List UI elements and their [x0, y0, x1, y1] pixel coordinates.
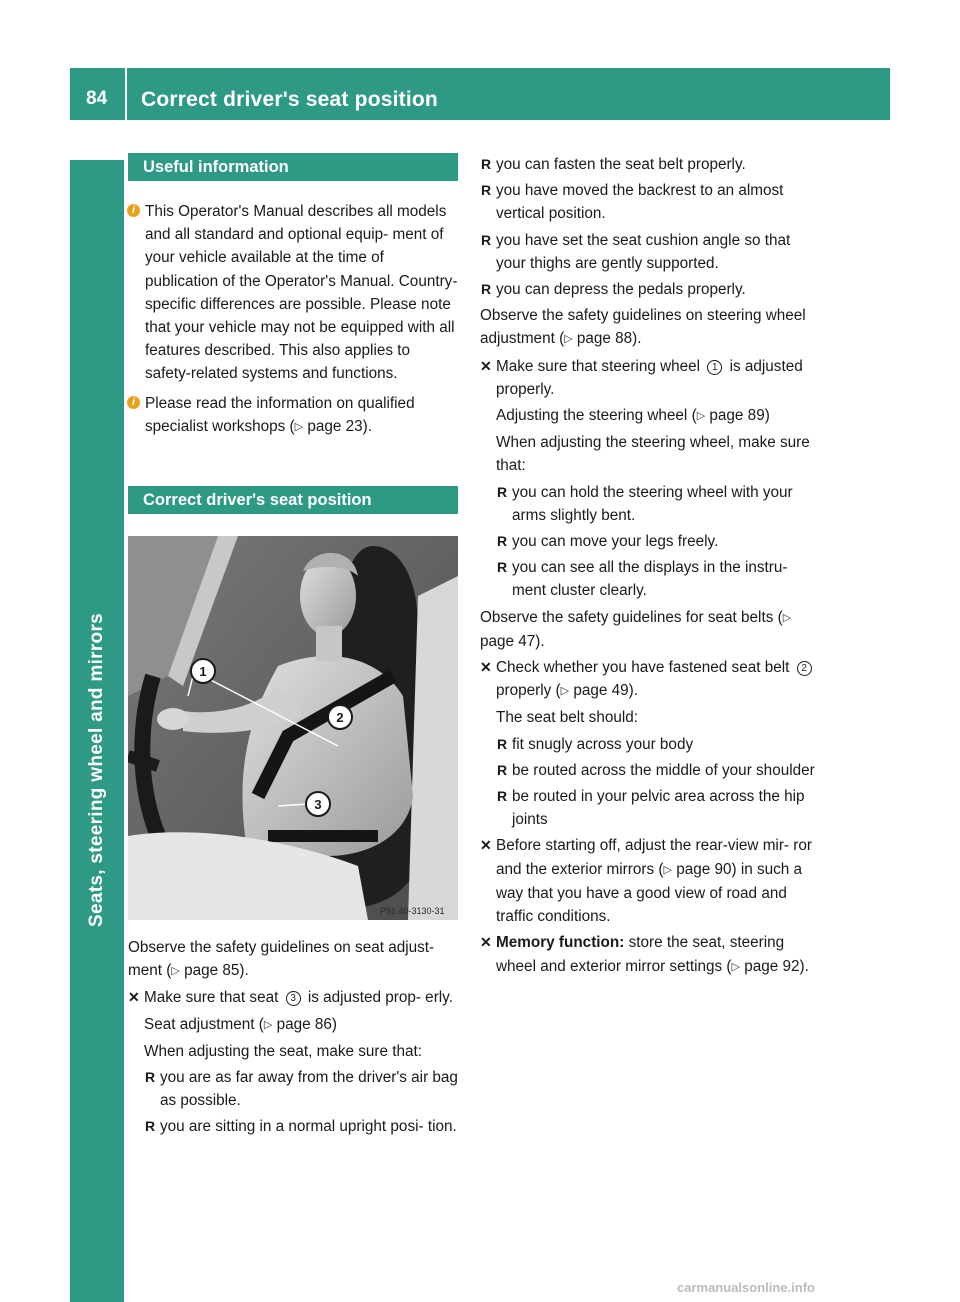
page-ref-link[interactable]: page 85). [184, 962, 249, 980]
page-ref-link[interactable]: page 92). [744, 957, 809, 975]
observe-seat-paragraph: Observe the safety guidelines on seat adjust- ment (▷ page 85). [128, 939, 435, 980]
seat-position-illustration [128, 536, 458, 920]
driver-seat-drawing [128, 536, 458, 920]
page-ref-arrow-icon: ▷ [782, 611, 792, 624]
bullet-icon: R [481, 182, 492, 199]
bullet-icon: R [481, 231, 492, 248]
step-steering: ✕ Make sure that steering wheel 1 is adjusted properly. [480, 355, 816, 401]
callout-1 [191, 659, 215, 683]
page-ref-link[interactable]: page 47). [480, 632, 545, 650]
bullet-item: R you can move your legs freely. [480, 530, 816, 553]
page-ref-link[interactable]: page 88). [576, 330, 642, 348]
step-seat: ✕ Make sure that seat 3 is adjusted prop- erly. [128, 986, 462, 1009]
bullet-icon: R [481, 156, 492, 172]
header-divider [125, 68, 127, 120]
bullet-item: R you have set the seat cushion angle so that your thighs are gently supported. [480, 229, 816, 275]
step-arrow-icon: ✕ [480, 659, 492, 676]
bullet-item: R be routed across the middle of your shoulder [480, 759, 816, 782]
svg-text:1: 1 [199, 664, 207, 679]
bullet-icon: R [497, 559, 508, 576]
page-ref-link[interactable]: page 89) [709, 407, 770, 425]
when-adjusting-seat: When adjusting the seat, make sure that: [144, 1042, 423, 1060]
page-ref-arrow-icon: ▷ [560, 685, 570, 698]
step-arrow-icon: ✕ [128, 989, 140, 1006]
page-ref-link[interactable]: page 86) [276, 1015, 337, 1033]
page-number: 84 [86, 88, 108, 109]
seat-adjustment-ref: Seat adjustment (▷ page 86) [144, 1015, 337, 1033]
page-ref-arrow-icon: ▷ [663, 863, 672, 876]
page-ref-arrow-icon: ▷ [696, 410, 706, 423]
page-ref-arrow-icon: ▷ [171, 965, 180, 978]
step-mirrors: ✕ Before starting off, adjust the rear-view mir- ror and the exterior mirrors (▷ page 90) in such a way that you have a good view of road and traffic conditions. [480, 834, 816, 928]
page-ref-arrow-icon: ▷ [731, 960, 740, 973]
observe-belts-paragraph: Observe the safety guidelines for seat belts (▷ page 47). [480, 608, 792, 650]
info-paragraph [128, 200, 460, 386]
bullet-item: R you have moved the backrest to an almost vertical position. [480, 179, 816, 225]
callout-2 [328, 705, 352, 729]
bullet-item: R you can see all the displays in the instru- ment cluster clearly. [480, 556, 816, 602]
bullet-icon: R [481, 281, 492, 298]
bullet-icon: R [497, 735, 508, 752]
bullet-icon: R [497, 483, 508, 500]
when-adjusting-steering: When adjusting the steering wheel, make sure that: [496, 434, 810, 475]
bullet-item: R fit snugly across your body [480, 733, 816, 756]
side-tab-label: Seats, steering wheel and mirrors [86, 612, 107, 928]
observe-steering-paragraph: Observe the safety guidelines on steering wheel adjustment (▷ page 88). [480, 307, 806, 348]
step-memory-function: ✕ Memory function: store the seat, steering wheel and exterior mirror settings (▷ page 92). [480, 931, 816, 978]
svg-text:2: 2 [336, 710, 344, 725]
info-text: Please read the information on qualified specialist workshops ( [145, 394, 415, 435]
page-ref-arrow-icon: ▷ [564, 333, 573, 346]
watermark: carmanualsonline.info [677, 1280, 815, 1295]
section-heading-useful-information: Useful information [128, 153, 458, 181]
page-ref-link[interactable]: page 49). [573, 682, 638, 700]
bullet-item: R you can depress the pedals properly. [480, 278, 816, 301]
page-ref-arrow-icon: ▷ [294, 420, 304, 433]
right-column-text [480, 153, 816, 982]
info-icon: i [127, 204, 140, 217]
left-column-text [128, 936, 462, 1142]
page-ref-link[interactable]: page 90) in such a way that you have a good view of road and traffic conditions. [496, 860, 803, 926]
step-arrow-icon: ✕ [480, 934, 492, 951]
page-title: Correct driver's seat position [141, 88, 438, 111]
bullet-item: R you are sitting in a normal upright posi- tion. [128, 1115, 462, 1138]
bullet-icon: R [497, 788, 508, 805]
info-text: This Operator's Manual describes all models and all standard and optional equip- ment of your vehicle available at the time of publication of the Operator's Manual. Country-specific differences are possible. Please note that your vehicle may not be equipped with all features described. This also applies to safety-related systems and functions. [145, 203, 458, 383]
info-icon: i [127, 396, 140, 409]
info-paragraph [128, 392, 460, 439]
callout-badge: 1 [707, 360, 722, 375]
section-heading-seat-position: Correct driver's seat position [128, 486, 458, 514]
page-ref-link[interactable]: page 23). [307, 417, 372, 435]
bullet-item: R you can fasten the seat belt properly. [480, 153, 816, 176]
bullet-item: R you can hold the steering wheel with your arms slightly bent. [480, 481, 816, 527]
useful-info-block [128, 200, 460, 442]
page-ref-arrow-icon: ▷ [263, 1018, 273, 1031]
step-arrow-icon: ✕ [480, 837, 492, 854]
callout-badge: 2 [797, 661, 812, 676]
callout-3 [306, 792, 330, 816]
figure-code: P91.40-3130-31 [380, 906, 445, 916]
callout-badge: 3 [286, 991, 301, 1006]
step-seat-belt: ✕ Check whether you have fastened seat belt 2 properly (▷ page 49). [480, 656, 816, 703]
step-arrow-icon: ✕ [480, 357, 492, 374]
bullet-item: R be routed in your pelvic area across the hip joints [480, 785, 816, 831]
bullet-item: R you are as far away from the driver's air bag as possible. [128, 1066, 462, 1112]
belt-should: The seat belt should: [496, 709, 639, 727]
side-tab-block [70, 160, 124, 210]
bullet-icon: R [145, 1118, 156, 1135]
bullet-icon: R [145, 1069, 156, 1086]
steering-adjustment-ref: Adjusting the steering wheel (▷ page 89) [496, 407, 770, 425]
bullet-icon: R [497, 533, 508, 550]
svg-text:3: 3 [314, 797, 322, 812]
bullet-icon: R [497, 761, 508, 778]
